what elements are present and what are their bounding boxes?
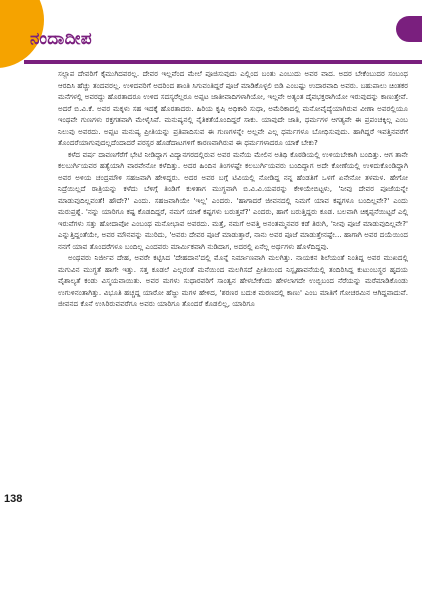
paragraph-1: ಸಲ್ಲಾಪ ದೇವರಿಗೆ ಕೈಮುಗಿದವರಲ್ಲ. ದೇವರ ಇಲ್ಲವೆಂದ ಮೇಲೆ ಪೂಜಿಸುವುದು ಎಲ್ಲಿಂದ ಬಂತು ಎಂಬುದು ಅವರ ವಾದ. ಅದರ ಬೇಕೆಂಬುದರ ಸಂಬಂಧ ಆರದಿಸಿ ಹೆಚ್ಚು ತಂದವರಲ್ಲ. ಉಳಿದವರಿಗೆ ಅದರಿಂದ ಶಾಂತಿ ಸಿಗುವಂತಿದ್ದರೆ ಪೂಜೆ ಮಾಡಿಕೊಳ್ಳಲಿ ಬಿಡಿ ಎಂಬಷ್ಟು ಉದಾರವಾದಿ ಅವರು. ಬಹುಪಾಲು ಚಿಂತಕರ ಮನೆಗಳಲ್ಲಿ ಅವರದ್ದು ಹೊರತಾದರೂ ಉಳಿದ ಸದಸ್ಯರೆಲ್ಲರೂ ಅಪ್ಪಟ ಜಾತೀವಾದಿಗಳಾಗಿಯೋ, ಇಲ್ಲವೇ ಅತ್ಯಂತ ದೈವಭಕ್ತರಾಗಿಯೋ ಇರುವುದನ್ನು ಕಾಣುತ್ತೇವೆ. ಅದರೆ ಬಿ.ವಿ.ಕೆ. ಅವರ ಮಕ್ಕಳು ಸಹ ಇದಕ್ಕೆ ಹೊರತಾದರು. ಹಿರಿಯ ಕೃಷಿ ಅಧಿಕಾರಿ ಸುಧಾ, ಅಮೆರಿಕಾದಲ್ಲಿ ಮನೋವೈದ್ಯೆಯಾಗಿರುವ ವೀಣಾ ಅವರಲ್ಲಿಯೂ ಇಂಥವೇ ಗುಣಗಳು ರಕ್ತಗತವಾಗಿ ಮೇಳೈಸಿವೆ. ಮನುಷ್ಯನಲ್ಲಿ ನೈತಿಕತೆಯೊಂದಿದ್ದರೆ ಸಾಕು. ಯಾವುದೇ ಜಾತಿ, ಧರ್ಮಗಳ ಆಗತ್ಯವೇ ಈ ಪ್ರಪಂಚಕ್ಕಿಲ್ಲ ಎಂಬ ನಿಲುವು ಅವರದು. ಅಪ್ಪಟ ಮನುಷ್ಯ ಪ್ರೀತಿಯನ್ನು ಪ್ರತಿಪಾದಿಸುವ ಈ ಗುಣಗಳನ್ನೇ ಅಲ್ಲವೇ ಎಲ್ಲ ಧರ್ಮಗಳೂ ಬೋಧಿಸುವುದು. ಹಾಗಿದ್ದರೆ ಇವತ್ತಿನವರೆಗೆ ತೊಂದರೆಯಾಗುವುದಲ್ಲದೆಂದಾದರೆ ಪರಸ್ಪರ ಹೊಡೆದಾಟಗಳಿಗೆ ಕಾರಣವಾಗಿರುವ ಈ ಧರ್ಮಗಳಾದರೂ ಯಾಕೆ ಬೇಕು? xyxy=(58,69,408,147)
section-tab-marker xyxy=(396,16,422,42)
title-underline xyxy=(24,60,422,64)
section-title: ನಂದಾದೀಪ xyxy=(30,29,92,49)
paragraph-2: ಕಳೆದ ವರ್ಷ ದಾವಣಗೆರೆಗೆ ಭೇಟಿ ನೀಡಿದ್ದಾಗ ವಿದ್ಯಾನಗರದಲ್ಲಿರುವ ಅವರ ಮನೆಯ ಮೇಲಿನ ಅತಿಥಿ ಕೊಠಡಿಯಲ್ಲಿ ಉಳಿಯಬೇಕಾಗಿ ಬಂದಿತ್ತು. ಆಗ ತಾನೇ ಕಲಬುರ್ಗಿಯವರ ಹತ್ಯೆಯಾಗಿ ವಾರವೇನೋ ಕಳೆದಿತ್ತು. ಅದರ ಹಿಂದಿನ ತಿಂಗಳಷ್ಟೇ ಕಲಬುರ್ಗಿಯವರು ಬಂದಿದ್ದಾಗ ಅದೇ ಕೋಣೆಯಲ್ಲಿ ಉಳಿದುಕೊಂಡಿದ್ದಾಗಿ ಅವರ ಅಳಿಯ ಚಂದ್ರಮೌಳಿ ಸಹಜವಾಗಿ ಹೇಳಿದ್ದರು. ಅದರ ಅವರ ಬಗ್ಗೆ ಟಿವಿಯಲ್ಲಿ ನೋಡಿದ್ದ ನನ್ನ ಹೆಂಡತಿಗೆ ಒಳಗೆ ಏನೇನೋ ತಳಮಳ. ಹೇಗೋ ನಿದ್ರೆಯಿಲ್ಲದೆ ರಾತ್ರಿಯನ್ನು ಕಳೆದು ಬೆಳಿಗ್ಗೆ ತಿಂಡಿಗೆ ಕುಳಿತಾಗ ಮುಗ್ಧವಾಗಿ ಬಿ.ವಿ.ವಿ.ಯವರನ್ನು ಕೇಳಿಯೇಬಿಟ್ಟಳು, 'ನೀವು ದೇವರ ಪೂಜೆಯನ್ನೇ ಮಾಡುವುದಿಲ್ಲವಂತೆ! ಹೌದೇ?' ಎಂದು. ಸಹಜವಾಗಿಯೇ 'ಇಲ್ಲ' ಎಂದರು. 'ಹಾಗಾದರೆ ಜೀವನದಲ್ಲಿ ನಿಮಗೆ ಯಾವ ಕಷ್ಟಗಳೂ ಬಂದಿಲ್ಲವೇ?' ಎಂದು ಮರುಪ್ರಶ್ನೆ. 'ನನ್ನು ಯಾರಿಗೂ ಕಷ್ಟ ಕೊಡದಿದ್ದರೆ, ನಮಗೆ ಯಾಕೆ ಕಷ್ಟಗಳು ಬರುತ್ತವೆ?' ಎಂದರು, ಹಾಗೆ ಬರುತ್ತಿದ್ದರು ಕೂಡ. ಬಲವಾಗಿ ಚಿಕ್ಕಪ್ಪನೆಯಿಟ್ಟರೆ ಎಲ್ಲಿ ಇರುವೆಗಳು ಸತ್ತು ಹೋದಾವೋ ಎಂಬಂಥ ಮನೋಭಾವ ಅವರದು. ಮತ್ತೆ, ನಮಗೆ ಅವತ್ತಿ ಅನಂತಮ್ಮನವರ ಕಡೆ ತಿರುಗಿ, 'ನೀವು ಪೂಜೆ ಮಾಡುವುದಿಲ್ಲವೇ?' ಎನ್ನುತ್ತಿದ್ದಂತೆಯೇ, ಅವರ ಮೌನವನ್ನು ಮುರಿದು, 'ಅವರು ದೇವರ ಪೂಜೆ ಮಾಡುತ್ತಾರೆ, ನಾನು ಅವರ ಪೂಜೆ ಮಾಡುತ್ತೇನಷ್ಟೇ... ಹಾಗಾಗಿ ಅವರ ದಯೆಯಿಂದ ನನಗೆ ಯಾವ ತೊಂದರೆಗಳೂ ಬಂದಿಲ್ಲ ಎಂದವರು ಮಾರ್ಮಿಕವಾಗಿ ನುಡಿದಾಗ, ಅದರಲ್ಲಿ ಏನೆಲ್ಲ ಅರ್ಥಗಳು ಹೊಳೆದಿದ್ದವು. xyxy=(58,149,408,251)
page-number: 138 xyxy=(4,493,23,505)
paragraph-3: ಅಂಥವರು ನಿರ್ಜೀವ ದೇಹ, ಅವರೇ ಕಟ್ಟಿಸಿದ 'ದೇಹದಾನ'ದಲ್ಲಿ ಮೊನ್ನೆ ನಿರ್ಮಾಣವಾಗಿ ಮಲಗಿತ್ತು. ನಾಯಕನ ಶಿಲೆಯಂತೆ ನಿಂತಿದ್ದ ಅವರ ಮುಖದಲ್ಲಿ ಮಗುವಿನ ಮುಗ್ಧತೆ ಹಾಗೇ ಇತ್ತು. ಸತ್ತ ಕೂಡಲೆ ಎಲ್ಲರಂತೆ ಮನೆಯಿಂದ ಮಲಗಿಸದೆ ಪ್ರೀತಿಯಿಂದ ನಿಸ್ಪೃಹಾವನೆಯಲ್ಲಿ ತಂದಿರಿಸಿದ್ದ ಕುಟುಂಬಸ್ಥರ ಹೃದಯ ವೈಶಾಲ್ಯತೆ ಕಂಡು ವಿಸ್ಮಯವಾಯಿತು. ಅವರ ಮಗಳು ಸುಧಾರವರಿಗೆ ಸಾಂತ್ವನ ಹೇಳಬೇಕೆಂದು ಹೇಳಲಾಗದೇ ಉಬ್ಬಿಬಂದ ನೆರೆಯನ್ನು ಮರೆಮಾಡಿಕೊಂಡು ಉಗುಳಿನಂತಾಗಿತ್ತು. ವಿಭೂತಿ ಹಚ್ಚದ್ದ ಯಾರೋ ಹೆಜ್ಜು ಮಗಳ ಹೇಳಿದ, 'ಶರಣರ ಬದುಕ ಮರಣದಲ್ಲಿ ಕಾಣು' ಎಂಬ ಮಾತಿಗೆ ಗೋಚರಮಿನ ಆಗಿದ್ದವಾದುವೆ. ಜೀವನದ ಕೊನೆ ಉಸಿರಿರುವವರೆಗೂ ಅವರು ಯಾರಿಗೂ ತೊಂದರೆ ಕೊಡಲಿಲ್ಲ, ಯಾರಿಗೂ xyxy=(58,253,408,308)
article-body xyxy=(58,68,408,588)
